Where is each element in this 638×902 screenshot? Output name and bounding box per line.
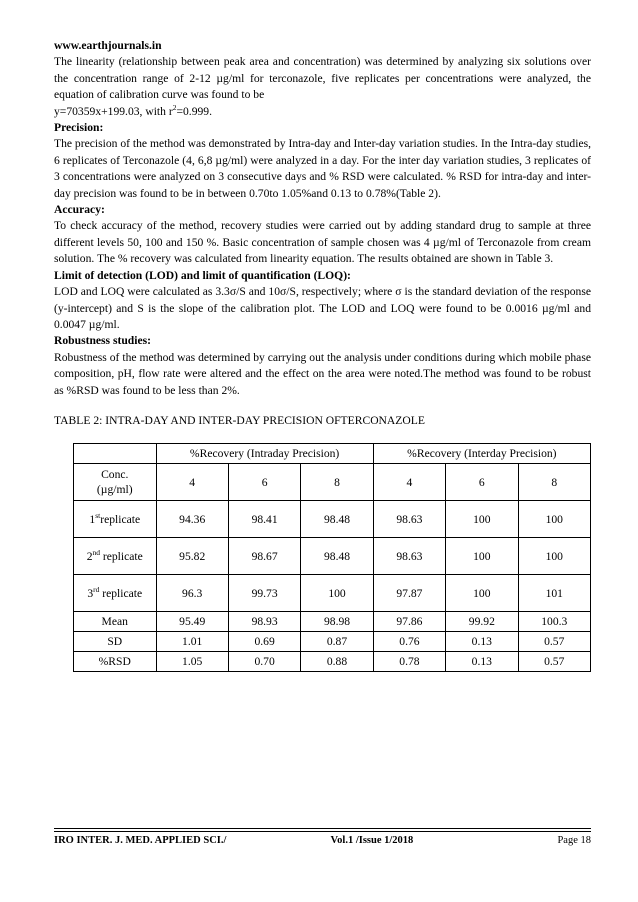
table-cell: 100 [301,575,373,612]
table-cell: 100 [518,538,590,575]
lod-paragraph: LOD and LOQ were calculated as 3.3σ/S and 10σ/S, respectively; where σ is the standard deviation of the response (y-intercept) and S is the slope of the calibration plot. The LOD and LOQ were found to be 0.0016 µg/ml and 0.0047 µg/ml. [54,285,591,331]
table-cell: 8 [301,464,373,501]
table-cell: 98.67 [228,538,300,575]
table-cell: 100 [518,501,590,538]
page-footer [54,828,591,846]
footer-page-number: Page 18 [557,835,591,846]
accuracy-heading: Accuracy: [54,203,105,217]
row-label [74,501,157,538]
row-label: SD [74,632,157,652]
site-url: www.earthjournals.in [54,39,162,52]
row-label-sup: st [95,510,101,520]
row-label-sup: rd [93,584,100,594]
table-cell: 98.48 [301,501,373,538]
precision-paragraph: The precision of the method was demonstrated by Intra-day and Inter-day variation studies. In the Intra-day studies, 6 replicates of Terconazole (4, 6,8 µg/ml) were analyzed in a day. For the inter day variation studies, 3 replicates of 3 concentrations were analyzed on 3 consecutive days and % RSD were calculated. % RSD for intra-day and inter-day precision was found to be in between 0.70to 1.05%and 0.13 to 0.78%(Table 2). [54,137,591,200]
table-cell: 0.87 [301,632,373,652]
table-row-mean [74,612,591,632]
table-cell: 0.69 [228,632,300,652]
calibration-equation [54,104,591,120]
equation-superscript: 2 [172,102,177,112]
table-cell: 100 [446,501,518,538]
row-label: %RSD [74,652,157,672]
article-body [54,38,591,672]
table-caption: TABLE 2: INTRA-DAY AND INTER-DAY PRECISION OFTERCONAZOLE [54,413,425,427]
table-cell: 98.93 [228,612,300,632]
table-cell: 6 [446,464,518,501]
intraday-group-header: %Recovery (Intraday Precision) [156,444,373,464]
table-row-replicate-1 [74,501,591,538]
table-cell: 100 [446,575,518,612]
table-cell: 99.73 [228,575,300,612]
row-label-text: replicate [99,549,143,563]
table-cell: 98.41 [228,501,300,538]
robustness-heading: Robustness studies: [54,334,151,348]
row-label: Mean [74,612,157,632]
footer-journal: IRO INTER. J. MED. APPLIED SCI./ [54,835,227,846]
table-row-sd [74,632,591,652]
table-cell: 98.63 [373,538,445,575]
row-label-num: 2 [86,549,93,563]
table-cell: 4 [156,464,228,501]
conc-unit: (µg/ml) [96,483,133,497]
table-cell: 95.49 [156,612,228,632]
table-header-row [74,444,591,464]
table-corner-cell [74,444,157,464]
table-cell: 4 [373,464,445,501]
table-cell: 100 [446,538,518,575]
table-cell: 99.92 [446,612,518,632]
table-cell: 100.3 [518,612,590,632]
table-cell: 0.70 [228,652,300,672]
lod-heading: Limit of detection (LOD) and limit of quantification (LOQ): [54,268,351,282]
linearity-text: The linearity (relationship between peak area and concentration) was determined by analyzing six solutions over the concentration range of 2-12 µg/ml for terconazole, five replicates per concentrations were analyzed, the equation of calibration curve was found to be [54,55,591,102]
row-label-text: replicate [99,586,143,600]
precision-table [73,443,591,672]
table-cell: 1.05 [156,652,228,672]
table-cell: 96.3 [156,575,228,612]
table-cell: 0.57 [518,632,590,652]
linearity-paragraph [54,54,591,103]
accuracy-paragraph: To check accuracy of the method, recovery studies were carried out by adding standard drug to sample at three different levels 50, 100 and 150 %. Basic concentration of sample chosen was 4 µg/ml of Terconazole from cream solution. The % recovery was calculated from linearity equation. The results obtained are shown in Table 3. [54,219,591,266]
table-cell: 98.63 [373,501,445,538]
table-cell: 97.86 [373,612,445,632]
row-label [74,575,157,612]
table-cell: 0.78 [373,652,445,672]
table-cell: 95.82 [156,538,228,575]
table-row-replicate-2 [74,538,591,575]
table-cell: 0.88 [301,652,373,672]
table-cell: 98.98 [301,612,373,632]
table-cell: 0.57 [518,652,590,672]
row-label-text: replicate [100,512,141,526]
footer-volume: Vol.1 /Issue 1/2018 [330,835,414,846]
equation-text: y=70359x+199.03, with r [54,104,173,118]
table-row-rsd [74,652,591,672]
table-row-replicate-3 [74,575,591,612]
precision-heading: Precision: [54,121,104,135]
row-label-sup: nd [92,547,100,557]
table-cell: 0.76 [373,632,445,652]
table-cell: 97.87 [373,575,445,612]
table-cell: 0.13 [446,632,518,652]
row-label [74,538,157,575]
robustness-paragraph: Robustness of the method was determined by carrying out the analysis under conditions during which mobile phase composition, pH, flow rate were altered and the effect on the area were noted.The method was found to be robust as %RSD was found to be less than 2%. [54,350,591,397]
table-cell: 101 [518,575,590,612]
conc-label-cell [74,464,157,501]
table-cell: 94.36 [156,501,228,538]
table-cell: 8 [518,464,590,501]
interday-group-header: %Recovery (Interday Precision) [373,444,590,464]
row-label-num: 1 [89,512,96,526]
row-label-num: 3 [87,586,94,600]
equation-value: =0.999. [176,104,212,118]
table-cell: 1.01 [156,632,228,652]
conc-label: Conc. [101,468,129,482]
table-cell: 98.48 [301,538,373,575]
table-cell: 6 [228,464,300,501]
table-row-conc [74,464,591,501]
table-cell: 0.13 [446,652,518,672]
